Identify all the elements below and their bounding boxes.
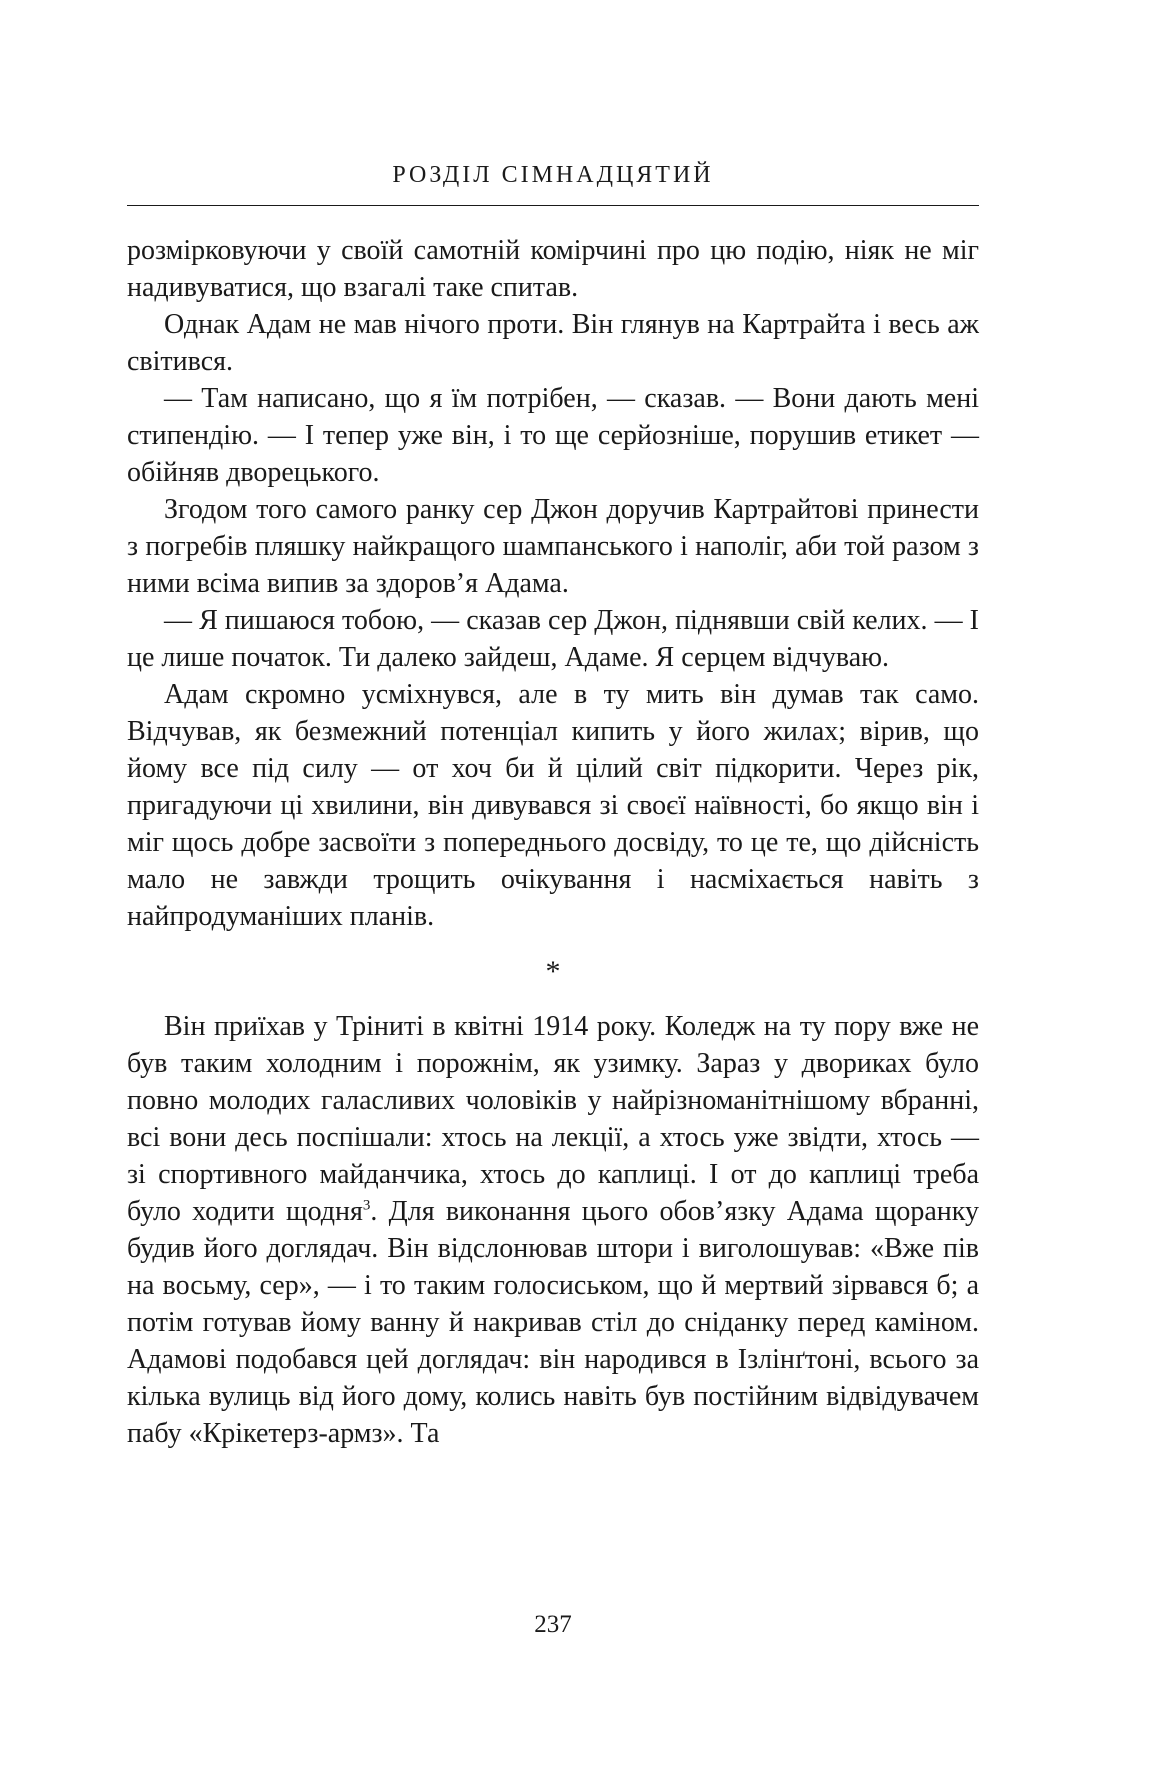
section-separator-asterisk: * <box>545 955 561 988</box>
paragraph-2: Однак Адам не мав нічого проти. Він глянув на Картрайта і весь аж світився. <box>127 309 979 377</box>
paragraph-7-part-1: Він приїхав у Тріниті в квітні 1914 року. Коледж на ту пору вже не був таким холодним і порожнім, як узимку. Зараз у двориках було повно молодих галасливих чоловіків у найрізноманітнішому вбранні, всі вони десь поспішали: хтось на лекції, а хтось уже звідти, хтось — зі спортивного майданчика, хтось до каплиці. І от до каплиці треба було ходити щодня <box>127 1011 979 1227</box>
header-rule <box>127 205 979 206</box>
body-text <box>127 232 979 1452</box>
paragraph-5: — Я пишаюся тобою, — сказав сер Джон, піднявши свій келих. — І це лише початок. Ти далеко зайдеш, Адаме. Я серцем відчуваю. <box>127 605 979 673</box>
running-head: РОЗДІЛ СІМНАДЦЯТИЙ <box>392 162 714 188</box>
page-number: 237 <box>534 1611 572 1638</box>
footnote-reference: 3 <box>362 1197 371 1214</box>
paragraph-7-part-2: . Для виконання цього обов’язку Адама щоранку будив його доглядач. Він відслонював штори і виголошував: «Вже пів на восьму, сер», — і то таким голосиськом, що й мертвий зірвався б; а потім готував йому ванну й накривав стіл до сніданку перед каміном. Адамові подобався цей доглядач: він народився в Ізлінґтоні, всього за кілька вулиць від його дому, колись навіть був постійним відвідувачем пабу «Крікетерз-армз». Та <box>127 1196 979 1449</box>
paragraph-3: — Там написано, що я їм потрібен, — сказав. — Вони дають мені стипендію. — І тепер уже він, і то ще серйозніше, порушив етикет — обійняв дворецького. <box>127 383 979 488</box>
paragraph-1: розмірковуючи у своїй самотній комірчині про цю подію, ніяк не міг надивуватися, що взагалі таке спитав. <box>127 235 979 303</box>
paragraph-4: Згодом того самого ранку сер Джон доручив Картрайтові принести з погребів пляшку найкращого шампанського і наполіг, аби той разом з ними всіма випив за здоров’я Адама. <box>127 494 979 599</box>
paragraph-6: Адам скромно усміхнувся, але в ту мить він думав так само. Відчував, як безмежний потенціал кипить у його жилах; вірив, що йому все під силу — от хоч би й цілий світ підкорити. Через рік, пригадуючи ці хвилини, він дивувався зі своєї наївності, бо якщо він і міг щось добре засвоїти з попереднього досвіду, то це те, що дійсність мало не завжди трощить очікування і насміхається навіть з найпродуманіших планів. <box>127 679 979 932</box>
paragraph-7 <box>127 1008 979 1452</box>
